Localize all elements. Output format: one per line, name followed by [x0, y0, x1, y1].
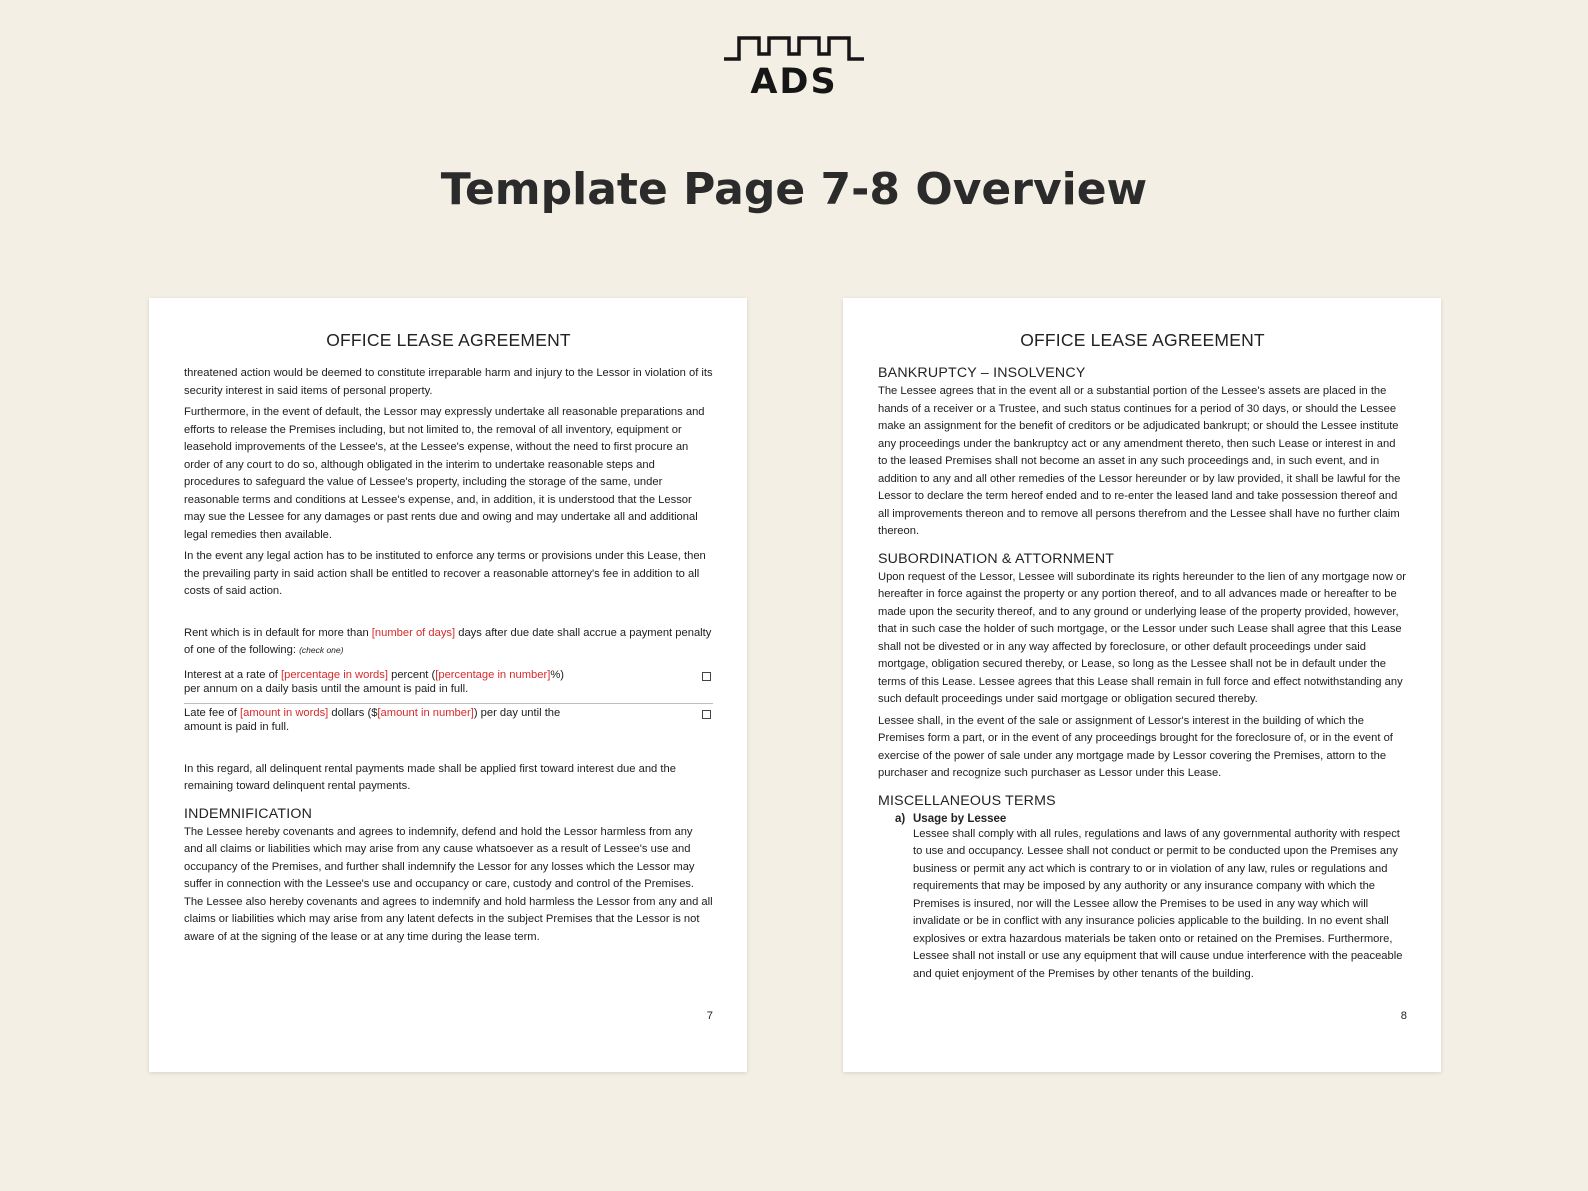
page-number: 8 — [1400, 1010, 1407, 1022]
logo-text: ADS — [750, 62, 838, 102]
placeholder-field[interactable]: [number of days] — [371, 626, 456, 639]
subsection-heading — [895, 813, 1407, 825]
option-checkbox[interactable] — [702, 672, 711, 681]
placeholder-field[interactable]: [amount in words] — [239, 706, 329, 719]
placeholder-field[interactable]: [percentage in words] — [281, 668, 388, 681]
text: Rent which is in default for more than — [184, 626, 372, 639]
document-page-7 — [149, 298, 747, 1072]
text: Interest at a rate of — [184, 668, 282, 681]
text: %) per annum on a daily basis until the amount is paid in full. — [184, 668, 564, 695]
penalty-option-interest — [184, 664, 713, 697]
text: Late fee of — [184, 706, 240, 719]
section-heading: MISCELLANEOUS TERMS — [878, 792, 1056, 809]
option-text — [184, 706, 564, 735]
paragraph: Lessee shall, in the event of the sale or assignment of Lessor's interest in the building of which the Premises form a part, or in the event of any proceedings brought for the foreclosure of, or in the event of exercise of the power of sale under any mortgage made by Lessor covering the Premises, attorn to the purchaser and recognize such purchaser as Lessor under this Lease. — [878, 714, 1393, 779]
paragraph: In the event any legal action has to be instituted to enforce any terms or provisions under this Lease, then the prevailing party in said action shall be entitled to recover a reasonable attorney's fee in addition to all costs of said action. — [184, 550, 706, 597]
option-text — [184, 668, 564, 697]
logo-wave-icon — [724, 34, 864, 64]
text: days after due date shall accrue a payment penalty of one of the following: — [184, 626, 712, 656]
paragraph: Lessee shall comply with all rules, regulations and laws of any governmental authority with respect to use and occupancy. Lessee shall not conduct or permit to be conducted upon the Premises any business or permit any act which is contrary to or in violation of any law, rules or regulations and requirements that may be imposed by any authority or any insurance company with which the Premises is insured, nor will the Lessee allow the Premises to be used in any way which will invalidate or be in conflict with any insurance policies applicable to the building. In no event shall explosives or extra hazardous materials be taken onto or retained on the Premises. Furthermore, Lessee shall not install or use any equipment that will cause undue interference with the peaceable and quiet enjoyment of the Premises by other tenants of the building. — [913, 827, 1403, 980]
paragraph: threatened action would be deemed to constitute irreparable harm and injury to the Lessor in violation of its security interest in said items of personal property. — [184, 367, 713, 397]
rent-default-paragraph — [184, 625, 713, 660]
text: dollars ($ — [328, 706, 378, 719]
paragraph: Upon request of the Lessor, Lessee will subordinate its rights hereunder to the lien of any mortgage now or hereafter in force against the property or any portion thereof, and to all advances made or hereafter to be made upon the security thereof, and to any ground or underlying lease of the property provided, however, that in such case the holder of such mortgage, or the Lessor under such Lease shall agree that this Lease shall not be divested or in any way affected by foreclosure, or other default proceedings under said mortgage, obligation secured thereby, or Lease, so long as the Lessee shall not be in default under the terms of this Lease. Lessee agrees that this Lease shall remain in full force and effect notwithstanding any such default proceedings under said mortgage or obligation secured thereby. — [878, 570, 1406, 705]
section-heading: INDEMNIFICATION — [184, 805, 313, 822]
document-title: OFFICE LEASE AGREEMENT — [326, 330, 571, 350]
ads-logo — [724, 34, 864, 104]
placeholder-field[interactable]: [percentage in number] — [435, 668, 551, 681]
option-checkbox[interactable] — [702, 710, 711, 719]
paragraph: The Lessee hereby covenants and agrees to indemnify, defend and hold the Lessor harmless from any and all claims or liabilities which may arise from any cause whatsoever as a result of Lessee's use and occupancy of the Premises, and further shall indemnify the Lessor for any losses which the Lessor may suffer in connection with the Lessee's use and occupancy or care, custody and control of the Premises. The Lessee also hereby covenants and agrees to indemnify and hold harmless the Lessor from any and all claims or liabilities which may arise from any latent defects in the subject Premises that the Lessor is not aware of at the signing of the lease or at any time during the lease term. — [184, 825, 713, 943]
subsection-title: Usage by Lessee — [913, 812, 1007, 825]
document-page-8 — [843, 298, 1441, 1072]
paragraph: In this regard, all delinquent rental payments made shall be applied first toward interest due and the remaining toward delinquent rental payments. — [184, 762, 676, 792]
overview-title: Template Page 7-8 Overview — [440, 164, 1148, 215]
page-number: 7 — [706, 1010, 713, 1022]
penalty-option-late-fee — [184, 704, 713, 735]
check-one-note: (check one) — [299, 645, 344, 655]
placeholder-field[interactable]: [amount in number] — [377, 706, 474, 719]
paragraph: Furthermore, in the event of default, the Lessor may expressly undertake all reasonable preparations and efforts to release the Premises including, but not limited to, the removal of all inventory, equipment or leasehold improvements of the Lessee's, at the Lessee's expense, without the need to first procure an order of any court to do so, although obligated in the interim to undertake reasonable steps and procedures to safeguard the value of Lessee's property, including the storage of the same, under reasonable terms and conditions at Lessee's expense, and, in addition, it is understood that the Lessor may sue the Lessee for any damages or past rents due and owing and may undertake all and additional legal remedies then available. — [184, 406, 705, 541]
section-heading: BANKRUPTCY – INSOLVENCY — [878, 365, 1086, 381]
document-title: OFFICE LEASE AGREEMENT — [1020, 330, 1265, 350]
text: ) per day until the amount is paid in full. — [184, 706, 561, 733]
text: percent ( — [387, 668, 436, 681]
paragraph: The Lessee agrees that in the event all or a substantial portion of the Lessee's assets are placed in the hands of a receiver or a Trustee, and such status continues for a period of 30 days, or should the Lessee make an assignment for the benefit of creditors or be adjudicated bankrupt; or should the Lessee institute any proceedings under the bankruptcy act or any amendment thereto, then such Lease or interest in and to the leased Premises shall not become an asset in any such proceedings and, in such event, and in addition to any and all other remedies of the Lessor hereunder or by law provided, it shall be lawful for the Lessor to declare the term hereof ended and to re-enter the leased land and take possession thereof and all improvements thereon and to remove all persons therefrom and the Lessee shall have no further claim thereon. — [878, 385, 1401, 537]
subsection-marker: a) — [895, 812, 906, 825]
section-heading: SUBORDINATION & ATTORNMENT — [878, 550, 1115, 567]
